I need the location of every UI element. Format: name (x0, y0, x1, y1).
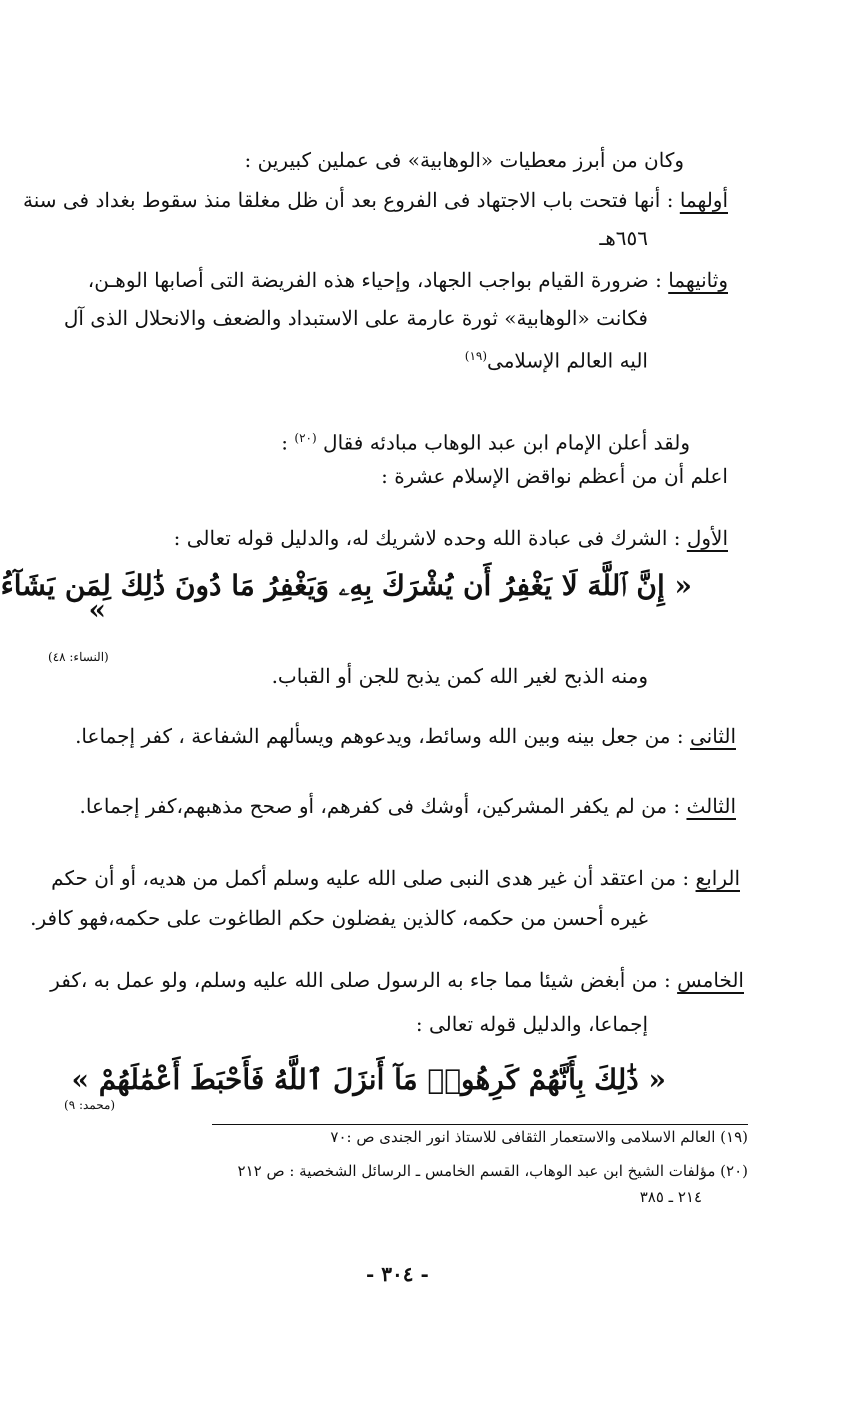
verse-muhammad: « ذَٰلِكَ بِأَنَّهُمْ كَرِهُوا۟ مَآ أَنزَلَ ٱللَّهُ فَأَحْبَطَ أَعْمَٰلَهُمْ » (71, 1063, 666, 1096)
footnote-20-line2: ٢١٤ ـ ٣٨٥ (639, 1188, 702, 1206)
first-outcome-line (23, 186, 728, 214)
intro-line (245, 146, 684, 174)
second-outcome-line3: اليه العالم الإسلامى$^{(١٩)}$ (464, 348, 648, 373)
second-outcome-text: : ضرورة القيام بواجب الجهاد، وإحياء هذه الفريضة التى أصابها الوهـن، (87, 268, 662, 292)
footnote-20-line1: (٢٠) مؤلفات الشيخ ابن عبد الوهاب، القسم الخامس ـ الرسائل الشخصية : ص ٢١٢ (237, 1162, 748, 1180)
item-first-term: الأول (686, 526, 728, 550)
item-fifth-line1: الخامس : من أبغض شيئا مما جاء به الرسول صلى الله عليه وسلم، ولو عمل به ،كفر (50, 968, 744, 992)
item-first-note: ومنه الذبح لغير الله كمن يذبح للجن أو القباب. (271, 664, 648, 688)
first-outcome-year: ٦٥٦هـ (599, 226, 648, 250)
item-first-line: الأول : الشرك فى عبادة الله وحده لاشريك له، والدليل قوله تعالى : (173, 526, 728, 550)
item-fourth-line1: الرابع : من اعتقد أن غير هدى النبى صلى الله عليه وسلم أكمل من هديه، أو أن حكم (51, 866, 740, 890)
item-third-line: الثالث : من لم يكفر المشركين، أوشك فى كفرهم، أو صحح مذهبهم،كفر إجماعا. (79, 794, 736, 818)
verse-nisa-line1: « إِنَّ ٱللَّهَ لَا يَغْفِرُ أَن يُشْرَكَ بِهِۦ وَيَغْفِرُ مَا دُونَ ذَٰلِكَ لِمَن يَشَآءُ (0, 569, 692, 602)
item-fourth-line2: غيره أحسن من حكمه، كالذين يفضلون حكم الطاغوت على حكمه،فهو كافر. (30, 906, 648, 930)
item-second-term: الثانى (689, 724, 736, 748)
verse-nisa-close: » (88, 593, 106, 626)
second-outcome-line1 (88, 266, 728, 294)
know-line: اعلم أن من أعظم نواقض الإسلام عشرة : (381, 464, 728, 488)
item-fifth-term: الخامس (677, 968, 744, 992)
announce-line: ولقد أعلن الإمام ابن عبد الوهاب مبادئه فقال $^{(٢٠)}$ : (281, 430, 690, 455)
item-second-line: الثانى : من جعل بينه وبين الله وسائط، ويدعوهم ويسألهم الشفاعة ، كفر إجماعا. (75, 724, 736, 748)
verse-muhammad-reference: (محمد: ٩) (64, 1098, 116, 1112)
first-outcome-text: : أنها فتحت باب الاجتهاد فى الفروع بعد أن ظل مغلقا منذ سقوط بغداد فى سنة (22, 188, 674, 212)
page-number: - ٣٠٤ - (366, 1262, 429, 1286)
second-outcome-term: وثانيهما (668, 268, 728, 292)
item-third-term: الثالث (686, 794, 736, 818)
intro-text: وكان من أبرز معطيات «الوهابية» فى عملين كبيرين : (244, 148, 684, 172)
item-fifth-line2: إجماعا، والدليل قوله تعالى : (415, 1012, 648, 1036)
verse-nisa-reference: (النساء: ٤٨) (48, 650, 109, 664)
footnote-separator (212, 1124, 748, 1125)
item-fourth-term: الرابع (695, 866, 740, 890)
first-outcome-term: أولهما (679, 188, 728, 212)
footnote-ref-20: (٢٠) (294, 431, 317, 445)
footnote-19: (١٩) العالم الاسلامى والاستعمار الثقافى للاستاذ انور الجندى ص :٧٠ (330, 1128, 748, 1146)
second-outcome-line2: فكانت «الوهابية» ثورة عارمة على الاستبداد والضعف والانحلال الذى آل (63, 306, 648, 330)
footnote-ref-19: (١٩) (464, 349, 488, 363)
